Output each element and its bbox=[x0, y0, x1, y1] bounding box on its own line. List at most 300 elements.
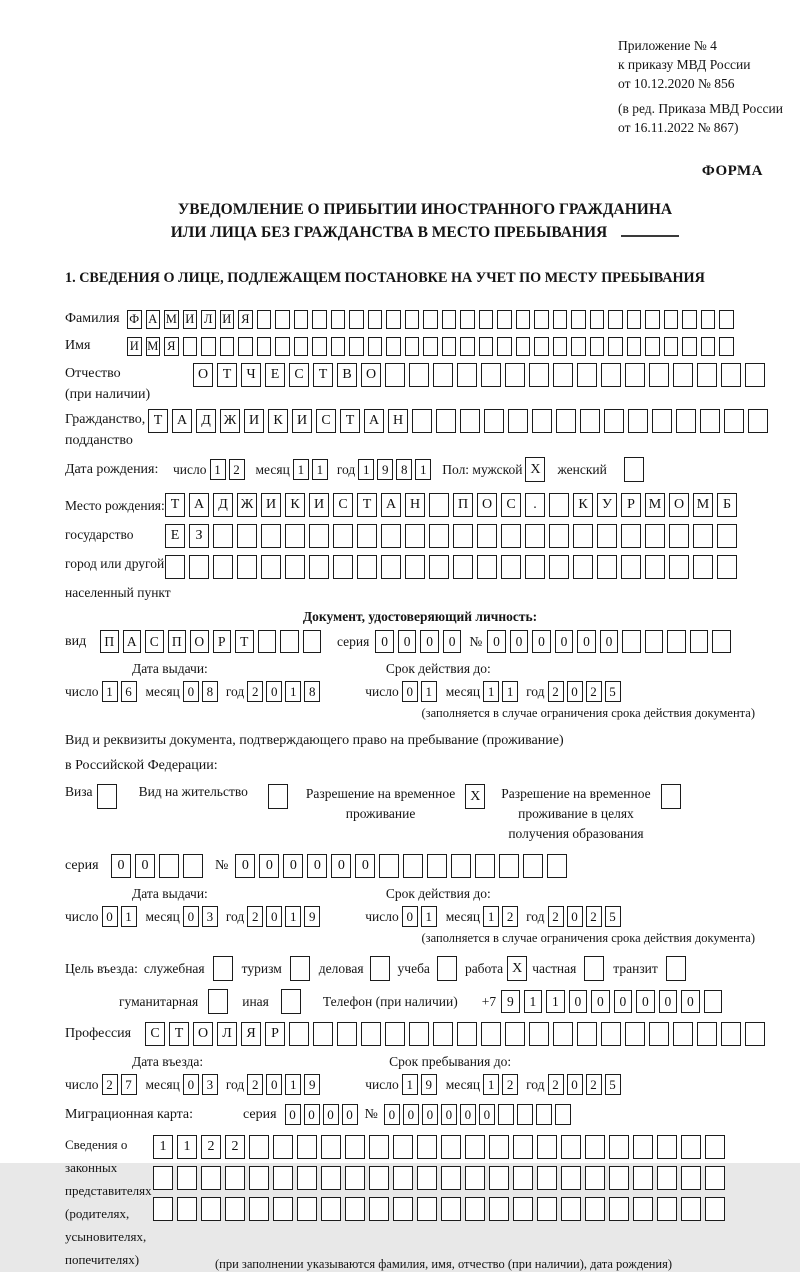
char-box[interactable] bbox=[477, 524, 497, 548]
char-box[interactable] bbox=[697, 363, 717, 387]
checkbox[interactable]: X bbox=[507, 956, 527, 981]
char-box[interactable] bbox=[489, 1166, 509, 1190]
char-box[interactable] bbox=[529, 1022, 549, 1046]
char-box[interactable]: 1 bbox=[102, 681, 118, 702]
char-box[interactable]: О bbox=[477, 493, 497, 517]
char-box[interactable]: 0 bbox=[569, 990, 588, 1013]
char-box[interactable] bbox=[369, 1197, 389, 1221]
char-box[interactable] bbox=[705, 1197, 725, 1221]
char-box[interactable]: 0 bbox=[375, 630, 394, 653]
char-box[interactable] bbox=[313, 1022, 333, 1046]
char-box[interactable] bbox=[220, 337, 235, 356]
char-box[interactable] bbox=[225, 1166, 245, 1190]
char-box[interactable]: А bbox=[364, 409, 384, 433]
char-box[interactable] bbox=[345, 1166, 365, 1190]
char-box[interactable] bbox=[571, 310, 586, 329]
char-box[interactable] bbox=[361, 1022, 381, 1046]
char-box[interactable] bbox=[423, 337, 438, 356]
char-box[interactable] bbox=[273, 1135, 293, 1159]
char-box[interactable] bbox=[721, 1022, 741, 1046]
char-box[interactable] bbox=[275, 310, 290, 329]
char-box[interactable] bbox=[652, 409, 672, 433]
char-box[interactable]: 0 bbox=[460, 1104, 476, 1125]
char-box[interactable] bbox=[405, 310, 420, 329]
char-box[interactable]: А bbox=[172, 409, 192, 433]
char-box[interactable]: 0 bbox=[355, 854, 375, 878]
char-box[interactable]: 2 bbox=[229, 459, 245, 480]
char-box[interactable] bbox=[429, 524, 449, 548]
char-box[interactable] bbox=[357, 555, 377, 579]
char-box[interactable]: С bbox=[333, 493, 353, 517]
char-box[interactable]: Б bbox=[717, 493, 737, 517]
char-box[interactable] bbox=[385, 1022, 405, 1046]
char-box[interactable]: 0 bbox=[555, 630, 574, 653]
char-box[interactable] bbox=[553, 337, 568, 356]
char-box[interactable] bbox=[719, 337, 734, 356]
char-box[interactable]: Я bbox=[164, 337, 179, 356]
char-box[interactable] bbox=[321, 1197, 341, 1221]
char-box[interactable] bbox=[604, 409, 624, 433]
char-box[interactable] bbox=[349, 337, 364, 356]
char-box[interactable]: 1 bbox=[293, 459, 309, 480]
char-box[interactable] bbox=[479, 337, 494, 356]
char-box[interactable] bbox=[403, 854, 423, 878]
char-box[interactable]: . bbox=[525, 493, 545, 517]
checkbox[interactable] bbox=[213, 956, 233, 981]
char-box[interactable] bbox=[477, 555, 497, 579]
char-box[interactable]: 1 bbox=[121, 906, 137, 927]
char-box[interactable] bbox=[601, 1022, 621, 1046]
char-box[interactable]: 0 bbox=[659, 990, 678, 1013]
char-box[interactable]: 1 bbox=[358, 459, 374, 480]
char-box[interactable]: 0 bbox=[567, 906, 583, 927]
char-box[interactable] bbox=[465, 1197, 485, 1221]
char-box[interactable] bbox=[312, 337, 327, 356]
char-box[interactable] bbox=[441, 1135, 461, 1159]
char-box[interactable]: 0 bbox=[398, 630, 417, 653]
char-box[interactable] bbox=[261, 524, 281, 548]
char-box[interactable] bbox=[331, 310, 346, 329]
char-box[interactable]: 0 bbox=[266, 1074, 282, 1095]
char-box[interactable] bbox=[525, 555, 545, 579]
char-box[interactable] bbox=[393, 1135, 413, 1159]
char-box[interactable] bbox=[465, 1166, 485, 1190]
char-box[interactable] bbox=[724, 409, 744, 433]
char-box[interactable] bbox=[745, 1022, 765, 1046]
char-box[interactable]: И bbox=[183, 310, 198, 329]
char-box[interactable]: Т bbox=[235, 630, 254, 653]
char-box[interactable]: 0 bbox=[102, 906, 118, 927]
char-box[interactable] bbox=[349, 310, 364, 329]
char-box[interactable]: 0 bbox=[402, 906, 418, 927]
char-box[interactable] bbox=[673, 1022, 693, 1046]
char-box[interactable]: И bbox=[292, 409, 312, 433]
char-box[interactable] bbox=[608, 337, 623, 356]
checkbox[interactable] bbox=[97, 784, 117, 809]
char-box[interactable] bbox=[627, 337, 642, 356]
char-box[interactable] bbox=[275, 337, 290, 356]
char-box[interactable] bbox=[357, 524, 377, 548]
char-box[interactable] bbox=[523, 854, 543, 878]
char-box[interactable]: О bbox=[361, 363, 381, 387]
char-box[interactable] bbox=[249, 1197, 269, 1221]
char-box[interactable]: 0 bbox=[420, 630, 439, 653]
char-box[interactable]: 2 bbox=[586, 1074, 602, 1095]
char-box[interactable] bbox=[537, 1197, 557, 1221]
char-box[interactable] bbox=[465, 1135, 485, 1159]
char-box[interactable] bbox=[561, 1135, 581, 1159]
char-box[interactable] bbox=[717, 555, 737, 579]
char-box[interactable] bbox=[621, 555, 641, 579]
char-box[interactable] bbox=[249, 1166, 269, 1190]
char-box[interactable] bbox=[225, 1197, 245, 1221]
char-box[interactable] bbox=[505, 363, 525, 387]
char-box[interactable]: 2 bbox=[247, 906, 263, 927]
char-box[interactable] bbox=[633, 1135, 653, 1159]
char-box[interactable]: 0 bbox=[614, 990, 633, 1013]
char-box[interactable]: 1 bbox=[483, 681, 499, 702]
char-box[interactable] bbox=[609, 1197, 629, 1221]
char-box[interactable] bbox=[577, 363, 597, 387]
char-box[interactable] bbox=[601, 363, 621, 387]
char-box[interactable] bbox=[481, 363, 501, 387]
char-box[interactable]: 8 bbox=[304, 681, 320, 702]
char-box[interactable] bbox=[201, 1166, 221, 1190]
char-box[interactable] bbox=[369, 1135, 389, 1159]
char-box[interactable] bbox=[201, 1197, 221, 1221]
char-box[interactable]: 0 bbox=[342, 1104, 358, 1125]
char-box[interactable]: И bbox=[127, 337, 142, 356]
char-box[interactable] bbox=[321, 1166, 341, 1190]
char-box[interactable] bbox=[489, 1197, 509, 1221]
char-box[interactable] bbox=[669, 555, 689, 579]
char-box[interactable] bbox=[555, 1104, 571, 1125]
char-box[interactable]: С bbox=[501, 493, 521, 517]
char-box[interactable]: 1 bbox=[285, 906, 301, 927]
char-box[interactable] bbox=[645, 310, 660, 329]
char-box[interactable]: А bbox=[381, 493, 401, 517]
char-box[interactable]: Т bbox=[217, 363, 237, 387]
char-box[interactable] bbox=[433, 1022, 453, 1046]
char-box[interactable]: Т bbox=[340, 409, 360, 433]
char-box[interactable] bbox=[501, 524, 521, 548]
char-box[interactable] bbox=[649, 1022, 669, 1046]
char-box[interactable] bbox=[433, 363, 453, 387]
char-box[interactable]: 0 bbox=[577, 630, 596, 653]
char-box[interactable] bbox=[693, 524, 713, 548]
char-box[interactable] bbox=[633, 1197, 653, 1221]
char-box[interactable] bbox=[664, 310, 679, 329]
char-box[interactable] bbox=[597, 524, 617, 548]
char-box[interactable]: В bbox=[337, 363, 357, 387]
char-box[interactable] bbox=[475, 854, 495, 878]
char-box[interactable]: С bbox=[316, 409, 336, 433]
char-box[interactable]: О bbox=[193, 363, 213, 387]
char-box[interactable] bbox=[249, 1135, 269, 1159]
char-box[interactable]: Л bbox=[217, 1022, 237, 1046]
char-box[interactable]: С bbox=[145, 1022, 165, 1046]
char-box[interactable]: 1 bbox=[415, 459, 431, 480]
char-box[interactable]: 0 bbox=[111, 854, 131, 878]
char-box[interactable] bbox=[549, 555, 569, 579]
checkbox[interactable] bbox=[437, 956, 457, 981]
char-box[interactable] bbox=[549, 493, 569, 517]
char-box[interactable] bbox=[441, 1166, 461, 1190]
char-box[interactable] bbox=[657, 1197, 677, 1221]
char-box[interactable] bbox=[501, 555, 521, 579]
char-box[interactable] bbox=[673, 363, 693, 387]
char-box[interactable]: 2 bbox=[502, 1074, 518, 1095]
char-box[interactable] bbox=[525, 524, 545, 548]
char-box[interactable]: К bbox=[573, 493, 593, 517]
char-box[interactable] bbox=[498, 1104, 514, 1125]
char-box[interactable]: 0 bbox=[591, 990, 610, 1013]
checkbox[interactable] bbox=[661, 784, 681, 809]
char-box[interactable] bbox=[153, 1197, 173, 1221]
char-box[interactable] bbox=[436, 409, 456, 433]
char-box[interactable] bbox=[165, 555, 185, 579]
char-box[interactable] bbox=[201, 337, 216, 356]
char-box[interactable]: 0 bbox=[441, 1104, 457, 1125]
char-box[interactable]: О bbox=[190, 630, 209, 653]
char-box[interactable] bbox=[412, 409, 432, 433]
char-box[interactable]: 1 bbox=[210, 459, 226, 480]
char-box[interactable] bbox=[571, 337, 586, 356]
char-box[interactable]: 0 bbox=[183, 906, 199, 927]
char-box[interactable]: Ф bbox=[127, 310, 142, 329]
char-box[interactable]: 0 bbox=[307, 854, 327, 878]
char-box[interactable] bbox=[561, 1166, 581, 1190]
checkbox[interactable] bbox=[290, 956, 310, 981]
char-box[interactable]: И bbox=[309, 493, 329, 517]
char-box[interactable] bbox=[701, 337, 716, 356]
char-box[interactable] bbox=[405, 337, 420, 356]
char-box[interactable] bbox=[608, 310, 623, 329]
checkbox[interactable] bbox=[370, 956, 390, 981]
char-box[interactable] bbox=[297, 1166, 317, 1190]
checkbox[interactable]: X bbox=[525, 457, 545, 482]
char-box[interactable] bbox=[280, 630, 299, 653]
char-box[interactable] bbox=[529, 363, 549, 387]
char-box[interactable]: 2 bbox=[247, 1074, 263, 1095]
char-box[interactable] bbox=[331, 337, 346, 356]
char-box[interactable] bbox=[333, 524, 353, 548]
char-box[interactable]: 0 bbox=[266, 906, 282, 927]
char-box[interactable] bbox=[297, 1135, 317, 1159]
char-box[interactable]: 9 bbox=[501, 990, 520, 1013]
checkbox[interactable] bbox=[208, 989, 228, 1014]
char-box[interactable] bbox=[704, 990, 723, 1013]
char-box[interactable] bbox=[585, 1166, 605, 1190]
char-box[interactable] bbox=[513, 1166, 533, 1190]
char-box[interactable] bbox=[719, 310, 734, 329]
char-box[interactable]: 1 bbox=[285, 681, 301, 702]
char-box[interactable] bbox=[532, 409, 552, 433]
char-box[interactable] bbox=[516, 310, 531, 329]
char-box[interactable]: 2 bbox=[586, 906, 602, 927]
char-box[interactable] bbox=[453, 524, 473, 548]
char-box[interactable] bbox=[505, 1022, 525, 1046]
char-box[interactable]: 2 bbox=[548, 681, 564, 702]
char-box[interactable]: 0 bbox=[636, 990, 655, 1013]
char-box[interactable] bbox=[645, 630, 664, 653]
char-box[interactable] bbox=[748, 409, 768, 433]
char-box[interactable]: Н bbox=[405, 493, 425, 517]
char-box[interactable]: 5 bbox=[605, 1074, 621, 1095]
char-box[interactable]: К bbox=[268, 409, 288, 433]
char-box[interactable] bbox=[393, 1197, 413, 1221]
char-box[interactable] bbox=[423, 310, 438, 329]
char-box[interactable] bbox=[297, 1197, 317, 1221]
char-box[interactable] bbox=[534, 337, 549, 356]
char-box[interactable] bbox=[590, 337, 605, 356]
char-box[interactable]: 1 bbox=[546, 990, 565, 1013]
char-box[interactable]: А bbox=[189, 493, 209, 517]
char-box[interactable] bbox=[213, 555, 233, 579]
char-box[interactable] bbox=[549, 524, 569, 548]
char-box[interactable] bbox=[690, 630, 709, 653]
char-box[interactable]: Л bbox=[201, 310, 216, 329]
char-box[interactable] bbox=[667, 630, 686, 653]
char-box[interactable] bbox=[441, 1197, 461, 1221]
char-box[interactable]: 0 bbox=[422, 1104, 438, 1125]
char-box[interactable] bbox=[369, 1166, 389, 1190]
char-box[interactable]: 1 bbox=[502, 681, 518, 702]
char-box[interactable] bbox=[537, 1166, 557, 1190]
char-box[interactable] bbox=[701, 310, 716, 329]
char-box[interactable]: И bbox=[261, 493, 281, 517]
char-box[interactable]: М bbox=[146, 337, 161, 356]
char-box[interactable] bbox=[257, 337, 272, 356]
char-box[interactable] bbox=[681, 1166, 701, 1190]
char-box[interactable] bbox=[457, 1022, 477, 1046]
char-box[interactable] bbox=[645, 337, 660, 356]
char-box[interactable] bbox=[417, 1166, 437, 1190]
checkbox[interactable] bbox=[666, 956, 686, 981]
char-box[interactable] bbox=[427, 854, 447, 878]
char-box[interactable]: 0 bbox=[235, 854, 255, 878]
char-box[interactable] bbox=[345, 1135, 365, 1159]
char-box[interactable]: 0 bbox=[403, 1104, 419, 1125]
char-box[interactable] bbox=[321, 1135, 341, 1159]
char-box[interactable] bbox=[717, 524, 737, 548]
char-box[interactable]: Р bbox=[213, 630, 232, 653]
char-box[interactable]: 0 bbox=[331, 854, 351, 878]
char-box[interactable] bbox=[536, 1104, 552, 1125]
char-box[interactable]: О bbox=[193, 1022, 213, 1046]
char-box[interactable]: 0 bbox=[266, 681, 282, 702]
char-box[interactable]: Р bbox=[621, 493, 641, 517]
char-box[interactable]: 0 bbox=[283, 854, 303, 878]
char-box[interactable]: Ж bbox=[237, 493, 257, 517]
char-box[interactable] bbox=[257, 310, 272, 329]
char-box[interactable] bbox=[497, 337, 512, 356]
char-box[interactable]: П bbox=[100, 630, 119, 653]
char-box[interactable]: 0 bbox=[402, 681, 418, 702]
char-box[interactable] bbox=[386, 310, 401, 329]
char-box[interactable]: 1 bbox=[285, 1074, 301, 1095]
char-box[interactable] bbox=[417, 1135, 437, 1159]
char-box[interactable] bbox=[597, 555, 617, 579]
char-box[interactable] bbox=[451, 854, 471, 878]
char-box[interactable] bbox=[393, 1166, 413, 1190]
char-box[interactable]: 7 bbox=[121, 1074, 137, 1095]
char-box[interactable] bbox=[513, 1197, 533, 1221]
checkbox[interactable] bbox=[584, 956, 604, 981]
char-box[interactable] bbox=[721, 363, 741, 387]
char-box[interactable]: З bbox=[189, 524, 209, 548]
char-box[interactable] bbox=[517, 1104, 533, 1125]
char-box[interactable] bbox=[457, 363, 477, 387]
char-box[interactable] bbox=[681, 1135, 701, 1159]
char-box[interactable]: 6 bbox=[121, 681, 137, 702]
char-box[interactable] bbox=[580, 409, 600, 433]
char-box[interactable]: Е bbox=[165, 524, 185, 548]
char-box[interactable] bbox=[261, 555, 281, 579]
char-box[interactable]: 2 bbox=[225, 1135, 245, 1159]
char-box[interactable] bbox=[553, 310, 568, 329]
char-box[interactable]: 3 bbox=[202, 906, 218, 927]
char-box[interactable] bbox=[682, 310, 697, 329]
char-box[interactable]: С bbox=[289, 363, 309, 387]
char-box[interactable]: 1 bbox=[177, 1135, 197, 1159]
char-box[interactable] bbox=[177, 1197, 197, 1221]
char-box[interactable]: 8 bbox=[396, 459, 412, 480]
char-box[interactable] bbox=[183, 854, 203, 878]
char-box[interactable] bbox=[213, 524, 233, 548]
char-box[interactable]: А bbox=[123, 630, 142, 653]
char-box[interactable] bbox=[460, 337, 475, 356]
char-box[interactable]: 1 bbox=[421, 681, 437, 702]
char-box[interactable]: Н bbox=[388, 409, 408, 433]
char-box[interactable] bbox=[481, 1022, 501, 1046]
char-box[interactable]: И bbox=[244, 409, 264, 433]
char-box[interactable]: 9 bbox=[304, 906, 320, 927]
char-box[interactable]: 0 bbox=[384, 1104, 400, 1125]
char-box[interactable]: 0 bbox=[304, 1104, 320, 1125]
char-box[interactable]: Р bbox=[265, 1022, 285, 1046]
char-box[interactable] bbox=[368, 337, 383, 356]
char-box[interactable]: 0 bbox=[600, 630, 619, 653]
checkbox[interactable] bbox=[281, 989, 301, 1014]
char-box[interactable] bbox=[333, 555, 353, 579]
char-box[interactable] bbox=[386, 337, 401, 356]
char-box[interactable]: 0 bbox=[285, 1104, 301, 1125]
char-box[interactable]: Я bbox=[238, 310, 253, 329]
char-box[interactable] bbox=[609, 1135, 629, 1159]
char-box[interactable] bbox=[189, 555, 209, 579]
char-box[interactable] bbox=[585, 1135, 605, 1159]
char-box[interactable] bbox=[177, 1166, 197, 1190]
char-box[interactable]: 1 bbox=[421, 906, 437, 927]
char-box[interactable] bbox=[345, 1197, 365, 1221]
char-box[interactable] bbox=[409, 1022, 429, 1046]
char-box[interactable] bbox=[337, 1022, 357, 1046]
char-box[interactable] bbox=[573, 555, 593, 579]
char-box[interactable] bbox=[553, 1022, 573, 1046]
char-box[interactable]: Т bbox=[357, 493, 377, 517]
char-box[interactable] bbox=[294, 337, 309, 356]
char-box[interactable]: 0 bbox=[183, 681, 199, 702]
char-box[interactable] bbox=[745, 363, 765, 387]
char-box[interactable] bbox=[237, 555, 257, 579]
char-box[interactable]: 0 bbox=[681, 990, 700, 1013]
char-box[interactable] bbox=[479, 310, 494, 329]
char-box[interactable] bbox=[547, 854, 567, 878]
char-box[interactable] bbox=[429, 555, 449, 579]
char-box[interactable] bbox=[460, 409, 480, 433]
char-box[interactable] bbox=[645, 555, 665, 579]
